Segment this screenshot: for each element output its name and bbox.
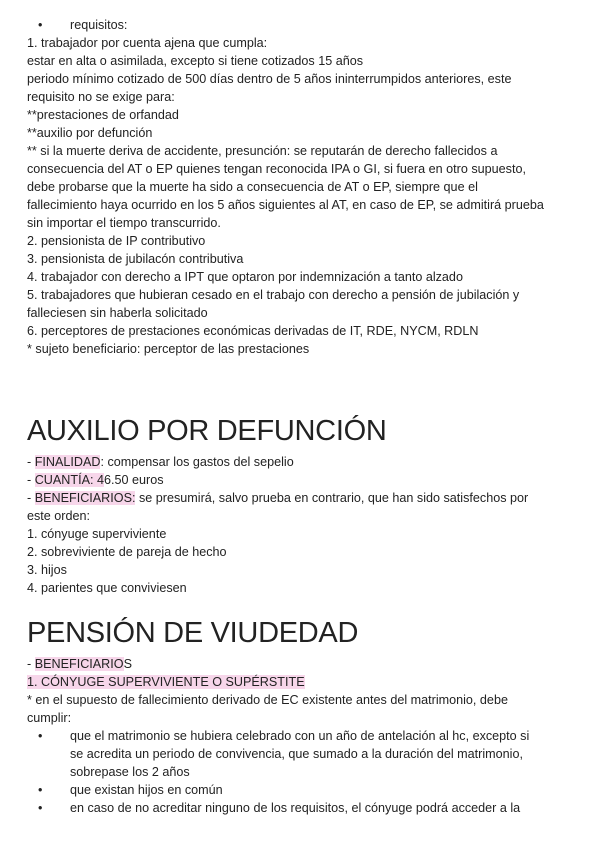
beneficiarios-line: - BENEFICIARIOS: se presumirá, salvo prueba en contrario, que han sido satisfechos por	[27, 491, 529, 505]
bullet-marker: •	[38, 783, 43, 797]
text-line: **auxilio por defunción	[27, 126, 153, 140]
bullet-line: que existan hijos en común	[70, 783, 223, 797]
text-line: 2. pensionista de IP contributivo	[27, 234, 206, 248]
bullet-marker: •	[38, 18, 43, 32]
text-line: 5. trabajadores que hubieran cesado en el trabajo con derecho a pensión de jubilación y	[27, 288, 520, 302]
text-line: 6. perceptores de prestaciones económicas derivadas de IT, RDE, NYCM, RDLN	[27, 324, 479, 338]
bullet-marker: •	[38, 729, 43, 743]
text-line: 1. cónyuge superviviente	[27, 527, 167, 541]
text-line: consecuencia del AT o EP quienes tengan reconocida IPA o GI, si fuera en otro supuesto,	[27, 162, 526, 176]
text-line: periodo mínimo cotizado de 500 días dentro de 5 años ininterrumpidos anteriores, este	[27, 72, 512, 86]
viudedad-beneficiarios-line: - BENEFICIARIOS	[27, 657, 132, 671]
beneficiarios-label: BENEFICIARIOS:	[34, 491, 136, 505]
text-line: este orden:	[27, 509, 91, 523]
text-line: debe probarse que la muerte ha sido a consecuencia de AT o EP, siempre que el	[27, 180, 478, 194]
bullet-line: en caso de no acreditar ninguno de los requisitos, el cónyuge podrá acceder a la	[70, 801, 521, 815]
auxilio-heading: AUXILIO POR DEFUNCIÓN	[27, 415, 387, 447]
conyuge-label: 1. CÓNYUGE SUPERVIVIENTE O SUPÉRSTITE	[27, 675, 305, 689]
beneficiarios-text: se presumirá, salvo prueba en contrario, que han sido satisfechos por	[135, 491, 529, 505]
text-line: fallecimiento haya ocurrido en los 5 años siguientes al AT, en caso de EP, se admitirá prueba	[27, 198, 544, 212]
text-line: * sujeto beneficiario: perceptor de las prestaciones	[27, 342, 310, 356]
text-line: 1. trabajador por cuenta ajena que cumpla:	[27, 36, 268, 50]
text-line: cumplir:	[27, 711, 72, 725]
conyuge-line	[27, 673, 587, 691]
text-line: 3. pensionista de jubilacón contributiva	[27, 252, 244, 266]
viudedad-heading: PENSIÓN DE VIUDEDAD	[27, 617, 359, 649]
text-line: requisito no se exige para:	[27, 90, 175, 104]
text-line: * en el supuesto de fallecimiento derivado de EC existente antes del matrimonio, debe	[27, 693, 508, 707]
text-line: **prestaciones de orfandad	[27, 108, 179, 122]
bullet-marker: •	[38, 801, 43, 815]
cuantia-text: 6.50 euros	[103, 473, 164, 487]
viudedad-beneficiarios-rest: S	[123, 657, 132, 671]
viudedad-beneficiarios-label: BENEFICIARIO	[34, 657, 124, 671]
text-line: 4. parientes que conviviesen	[27, 581, 187, 595]
text-line: estar en alta o asimilada, excepto si tiene cotizados 15 años	[27, 54, 364, 68]
text-line: 3. hijos	[27, 563, 67, 577]
cuantia-label: CUANTÍA: 4	[34, 473, 104, 487]
finalidad-label: FINALIDAD	[34, 455, 101, 469]
finalidad-line: - FINALIDAD: compensar los gastos del sepelio	[27, 455, 294, 469]
bullet-line: se acredita un periodo de convivencia, que sumado a la duración del matrimonio,	[70, 747, 523, 761]
bullet-line: sobrepase los 2 años	[70, 765, 190, 779]
bullet-line: que el matrimonio se hubiera celebrado con un año de antelación al hc, excepto si	[70, 729, 530, 743]
cuantia-line: - CUANTÍA: 46.50 euros	[27, 473, 164, 487]
text-line: 4. trabajador con derecho a IPT que optaron por indemnización a tanto alzado	[27, 270, 463, 284]
finalidad-text: : compensar los gastos del sepelio	[100, 455, 294, 469]
text-line: sin importar el tiempo transcurrido.	[27, 216, 221, 230]
requisitos-bullet: requisitos:	[70, 18, 128, 32]
text-line: 2. sobreviviente de pareja de hecho	[27, 545, 227, 559]
text-line: falleciesen sin haberla solicitado	[27, 306, 208, 320]
text-line: ** si la muerte deriva de accidente, presunción: se reputarán de derecho fallecidos a	[27, 144, 498, 158]
